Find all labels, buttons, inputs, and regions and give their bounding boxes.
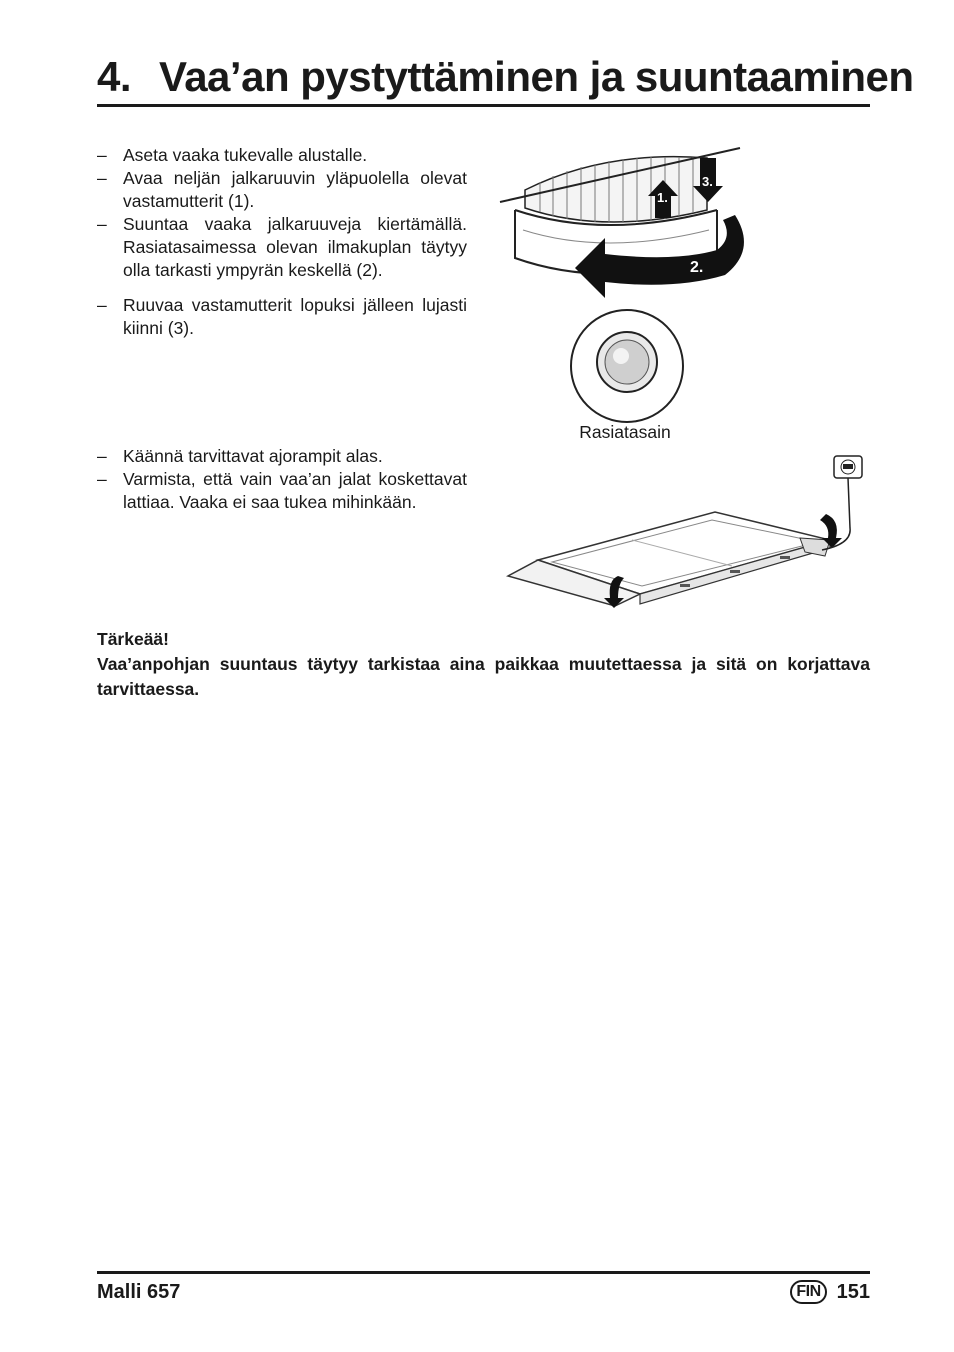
foot-screw-leveling-illustration bbox=[495, 140, 765, 430]
note-heading: Tärkeää! bbox=[97, 629, 169, 649]
section-number: 4. bbox=[97, 53, 132, 100]
list-dash: – bbox=[97, 145, 107, 165]
ramp-steps-list bbox=[97, 445, 467, 514]
footer-rule bbox=[97, 1271, 870, 1274]
list-dash: – bbox=[97, 446, 107, 466]
step-label-1: 1. bbox=[657, 190, 668, 205]
list-item: – Suuntaa vaaka jalkaruuveja kiertämällä. Rasiatasaimessa olevan ilmakuplan täytyy olla tarkasti ympyrän keskellä (2). bbox=[97, 214, 467, 280]
list-dash: – bbox=[97, 469, 107, 489]
figure-caption: Rasiatasain bbox=[579, 422, 671, 442]
title-rule bbox=[97, 104, 870, 107]
model-name: Malli 657 bbox=[97, 1281, 181, 1303]
page-number: 151 bbox=[836, 1280, 870, 1303]
note-body: Vaa’anpohjan suuntaus täytyy tarkistaa aina paikkaa muutettaessa ja sitä on korjattava tarvittaessa. bbox=[97, 654, 870, 699]
scale-platform-ramp-illustration bbox=[500, 448, 875, 618]
list-dash: – bbox=[97, 168, 107, 188]
list-dash: – bbox=[97, 214, 107, 234]
list-dash: – bbox=[97, 295, 107, 315]
list-item: – Avaa neljän jalkaruuvin yläpuolella olevat vastamutterit (1). bbox=[97, 168, 467, 211]
step-label-2: 2. bbox=[690, 259, 704, 276]
list-item: – Ruuvaa vastamutterit lopuksi jälleen lujasti kiinni (3). bbox=[97, 295, 467, 338]
list-item: – Varmista, että vain vaa’an jalat koskettavat lattiaa. Vaaka ei saa tukea mihinkään. bbox=[97, 469, 467, 512]
list-item: – Aseta vaaka tukevalle alustalle. bbox=[97, 145, 368, 165]
important-note bbox=[97, 627, 870, 702]
language-badge: FIN bbox=[790, 1280, 826, 1304]
section-title: Vaa’an pystyttäminen ja suuntaaminen bbox=[159, 53, 914, 100]
footer-right bbox=[790, 1280, 870, 1304]
list-item: – Käännä tarvittavat ajorampit alas. bbox=[97, 446, 383, 466]
page-title bbox=[97, 52, 914, 102]
step-label-3: 3. bbox=[702, 174, 713, 189]
setup-steps-list bbox=[97, 144, 467, 340]
